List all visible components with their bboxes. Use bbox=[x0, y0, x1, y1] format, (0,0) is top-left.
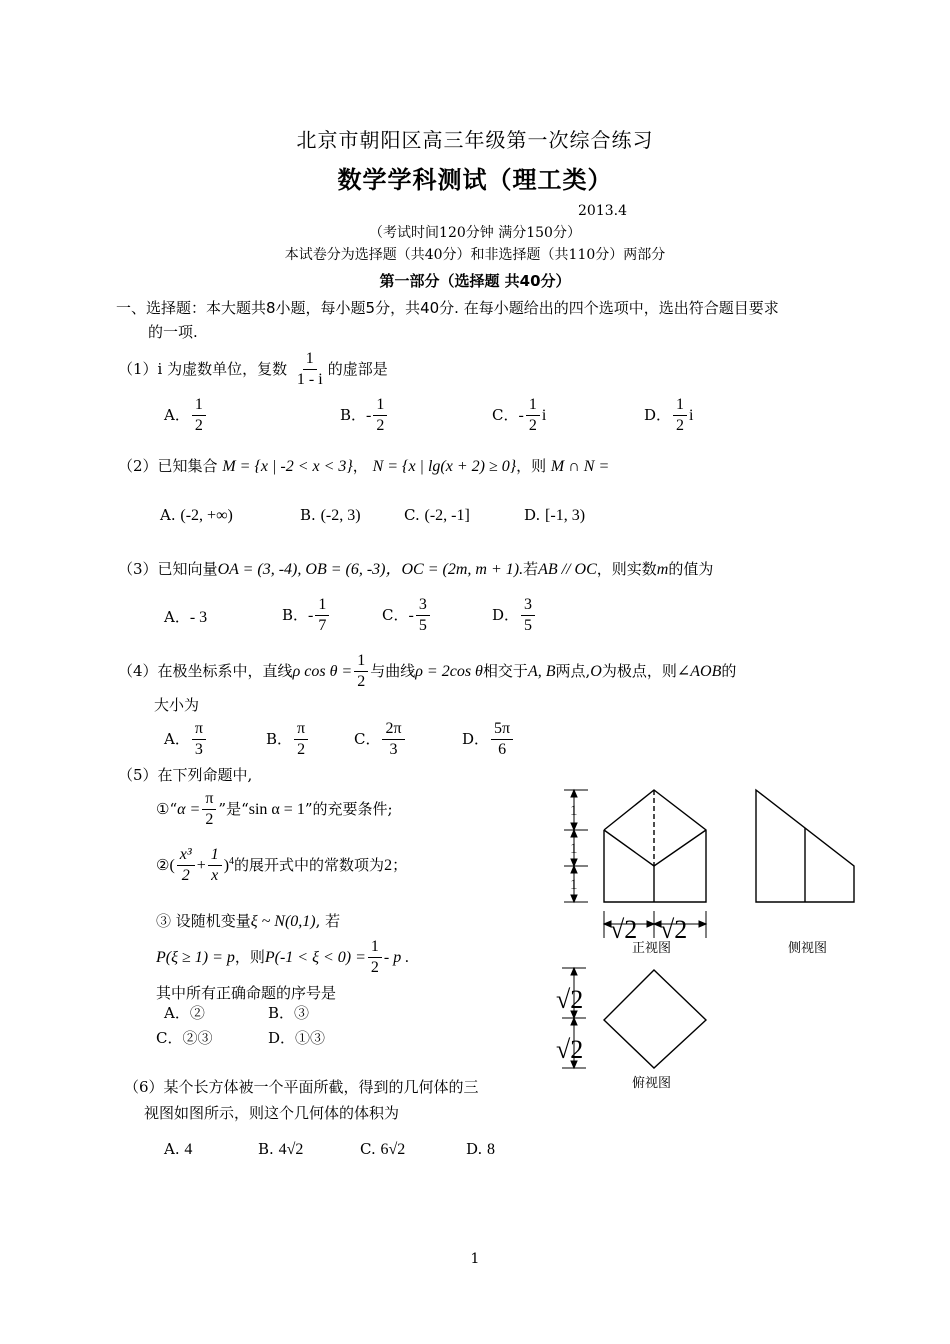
dim-label-1b: 1 bbox=[570, 841, 578, 857]
front-view-caption: 正视图 bbox=[632, 940, 672, 955]
page-number: 1 bbox=[470, 1251, 480, 1267]
exam-subtitle: 数学学科测试（理工类） bbox=[337, 165, 613, 194]
q5-proposition-3: ③ 设随机变量ξ ~ N(0,1), 若 bbox=[156, 912, 341, 930]
q5-option-d[interactable]: D．①③ bbox=[268, 1029, 326, 1047]
side-view-caption: 侧视图 bbox=[788, 940, 828, 955]
time-info: （考试时间120分钟 满分150分） bbox=[369, 225, 581, 241]
side-view bbox=[756, 790, 854, 902]
front-view bbox=[604, 790, 706, 902]
q1-text-a: i 为虚数单位，复数 bbox=[157, 359, 288, 378]
q6-option-b[interactable]: B. 4√2 bbox=[258, 1140, 304, 1158]
question-3: （3）已知向量OA = (3, -4), OB = (6, -3)，OC = (2m, m + 1).若AB // OC，则实数m的值为 bbox=[118, 560, 714, 578]
q3-condition: AB // OC bbox=[538, 561, 597, 578]
parts-info: 本试卷分为选择题（共40分）和非选择题（共110分）两部分 bbox=[284, 247, 666, 263]
top-view bbox=[604, 970, 706, 1068]
q6-option-c[interactable]: C. 6√2 bbox=[360, 1140, 406, 1158]
q4-option-d[interactable]: D． $\frac{5\pi}{6}$ bbox=[462, 720, 515, 760]
q3-vectors: OA = (3, -4), OB = (6, -3)，OC = (2m, m + 1). bbox=[217, 561, 524, 578]
dim-label-root2c: √2 bbox=[556, 985, 584, 1014]
question-2: （2）已知集合 M = {x | -2 < x < 3}， N = {x | lg(x + 2) ≥ 0}，则 M ∩ N = bbox=[118, 457, 610, 475]
q5-proposition-2: ②( $\frac{\text{x³}}{2}$ + $\frac{1}{x}$ )$^4$的展开式中的常数项为2； bbox=[156, 846, 408, 885]
q1-option-d[interactable]: D． $\frac{1}{2}$ i bbox=[644, 396, 694, 435]
q2-set-n: N = {x | lg(x + 2) ≥ 0} bbox=[372, 458, 517, 475]
q1-option-a[interactable]: A． $\frac{1}{2}$ bbox=[164, 396, 208, 436]
q5-option-b[interactable]: B．③ bbox=[268, 1004, 310, 1022]
question-5: （5）在下列命题中, bbox=[118, 766, 253, 784]
dim-label-root2d: √2 bbox=[556, 1035, 584, 1064]
q1-fraction: $\frac{1}{1 - i}$ bbox=[296, 350, 323, 389]
q2-expr: M ∩ N = bbox=[550, 458, 610, 475]
section-instructions-line2: 的一项. bbox=[148, 323, 198, 341]
section-instructions-line1: 一、选择题：本大题共8小题，每小题5分，共40分. 在每小题给出的四个选项中，选出符合题目要求 bbox=[116, 299, 779, 317]
exam-title: 北京市朝阳区高三年级第一次综合练习 bbox=[296, 128, 654, 152]
q2-option-a[interactable]: A. (-2, +∞) bbox=[160, 506, 233, 524]
q4-option-b[interactable]: B． $\frac{\pi}{2}$ bbox=[266, 720, 310, 760]
q4-line2: 大小为 bbox=[154, 696, 200, 714]
three-view-figure bbox=[540, 778, 880, 1098]
q5-option-a[interactable]: A．② bbox=[164, 1004, 205, 1022]
top-view-caption: 俯视图 bbox=[632, 1075, 672, 1090]
q1-option-c[interactable]: C．- $\frac{1}{2}$ i bbox=[492, 396, 547, 435]
exam-date: 2013.4 bbox=[578, 203, 627, 219]
question-1 bbox=[118, 350, 388, 390]
q5-ask: 其中所有正确命题的序号是 bbox=[156, 984, 337, 1002]
dim-label-root2b: √2 bbox=[660, 915, 688, 944]
q2-option-b[interactable]: B. (-2, 3) bbox=[300, 506, 361, 524]
q1-text-b: 的虚部是 bbox=[327, 359, 388, 378]
q6-line2: 视图如图所示，则这个几何体的体积为 bbox=[144, 1104, 400, 1122]
part-one-heading: 第一部分（选择题 共40分） bbox=[379, 272, 571, 290]
q1-option-b[interactable]: B．- $\frac{1}{2}$ bbox=[340, 396, 389, 436]
q1-label: （1） bbox=[118, 359, 158, 378]
q3-option-b[interactable]: B．- $\frac{1}{7}$ bbox=[282, 596, 331, 636]
q6-option-a[interactable]: A. 4 bbox=[164, 1140, 193, 1158]
dim-label-1a: 1 bbox=[570, 803, 578, 819]
dim-label-1c: 1 bbox=[570, 877, 578, 893]
q3-option-a[interactable]: A．- 3 bbox=[164, 608, 208, 626]
q3-option-c[interactable]: C．- $\frac{3}{5}$ bbox=[382, 596, 432, 636]
q6-option-d[interactable]: D. 8 bbox=[466, 1140, 496, 1158]
question-4: （4）在极坐标系中，直线ρ cos θ = $\frac{1}{2}$ 与曲线ρ = 2cos θ相交于A, B两点,O为极点，则∠AOB的 bbox=[118, 652, 737, 691]
q2-set-m: M = {x | -2 < x < 3} bbox=[222, 458, 353, 475]
q4-option-a[interactable]: A． $\frac{\pi}{3}$ bbox=[164, 720, 208, 760]
q3-option-d[interactable]: D． $\frac{3}{5}$ bbox=[492, 596, 537, 636]
q2-option-d[interactable]: D. [-1, 3) bbox=[524, 506, 586, 524]
dim-label-root2a: √2 bbox=[610, 915, 638, 944]
question-6: （6）某个长方体被一个平面所截，得到的几何体的三 bbox=[124, 1078, 479, 1096]
q5-proposition-1: ①“α = $\frac{\pi}{2}$ ”是“sin α = 1”的充要条件; bbox=[156, 790, 393, 829]
q5-option-c[interactable]: C．②③ bbox=[156, 1029, 213, 1047]
q4-option-c[interactable]: C． $\frac{2\pi}{3}$ bbox=[354, 720, 407, 760]
q5-proposition-3-line2: P(ξ ≥ 1) = p，则P(-1 < ξ < 0) = $\frac{1}{2}$ - p . bbox=[156, 938, 410, 977]
q2-option-c[interactable]: C. (-2, -1] bbox=[404, 506, 470, 524]
